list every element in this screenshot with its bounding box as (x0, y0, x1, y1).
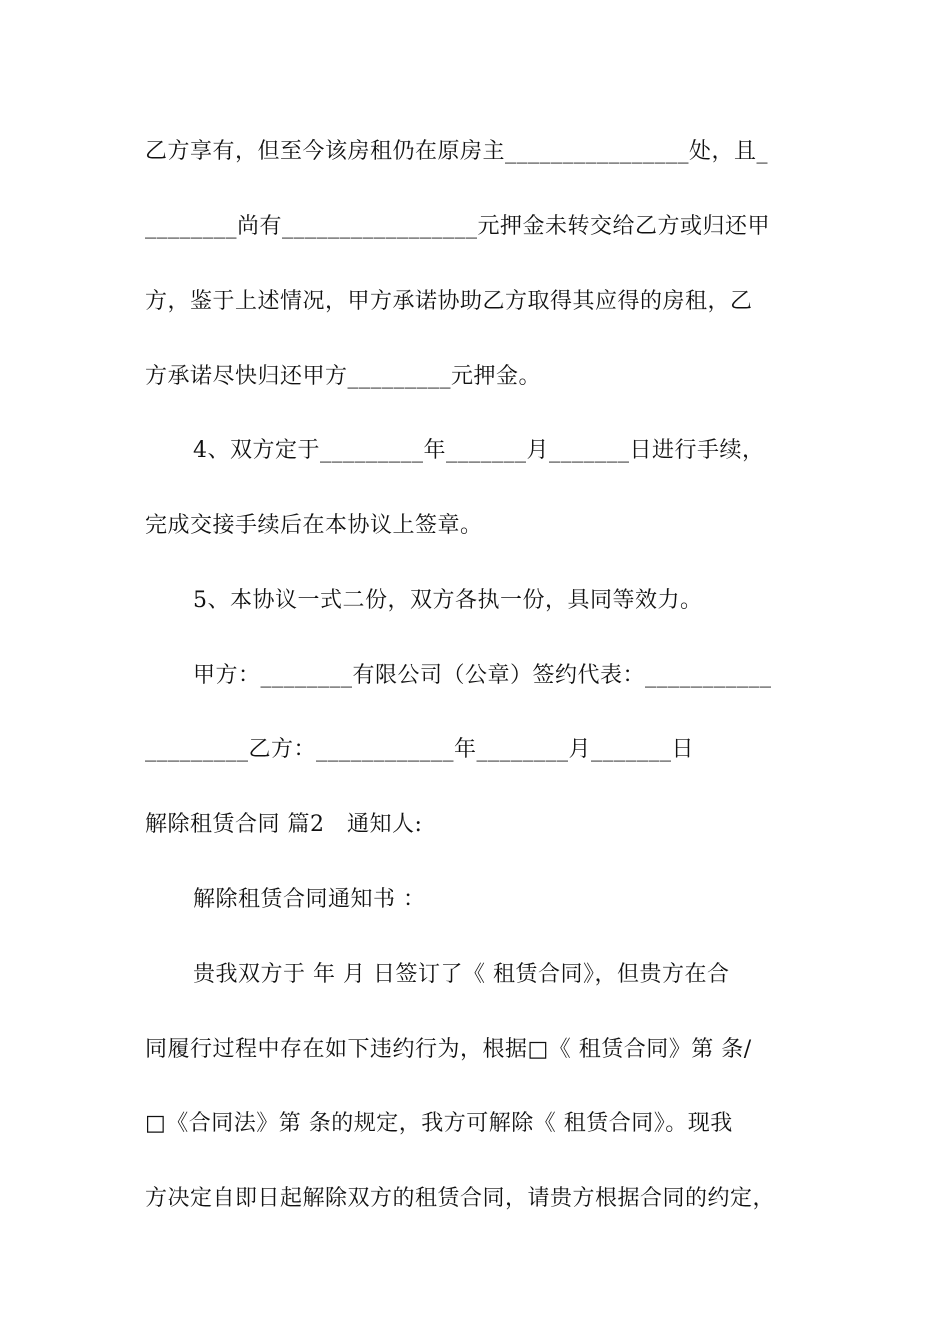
paragraph-line: □《合同法》第 条的规定，我方可解除《 租赁合同》。现我 (145, 1111, 733, 1136)
paragraph-line: 贵我双方于 年 月 日签订了《 租赁合同》，但贵方在合 (193, 962, 730, 987)
paragraph-line: 方承诺尽快归还甲方_________元押金。 (145, 364, 542, 389)
paragraph-line: ________尚有_________________元押金未转交给乙方或归还甲 (145, 214, 771, 239)
paragraph-line: 乙方享有，但至今该房租仍在原房主________________处，且_ (145, 139, 769, 164)
notice-title: 解除租赁合同通知书 ： (193, 887, 426, 912)
clause-5-line: 5、本协议一式二份，双方各执一份，具同等效力。 (193, 588, 703, 613)
paragraph-line: 方，鉴于上述情况，甲方承诺协助乙方取得其应得的房租，乙 (145, 289, 753, 314)
paragraph-line: 方决定自即日起解除双方的租赁合同，请贵方根据合同的约定， (145, 1186, 776, 1211)
section-heading: 解除租赁合同 篇2 通知人: (145, 812, 423, 837)
clause-4-line: 4、双方定于_________年_______月_______日进行手续， (193, 438, 765, 463)
paragraph-line: 完成交接手续后在本协议上签章。 (145, 513, 483, 538)
signature-party-b-line: _________乙方：____________年________月_______日 (145, 737, 695, 762)
paragraph-line: 同履行过程中存在如下违约行为，根据□《 租赁合同》第 条/ (145, 1037, 752, 1062)
signature-party-a-line: 甲方：________有限公司（公章）签约代表：___________ (193, 663, 772, 688)
